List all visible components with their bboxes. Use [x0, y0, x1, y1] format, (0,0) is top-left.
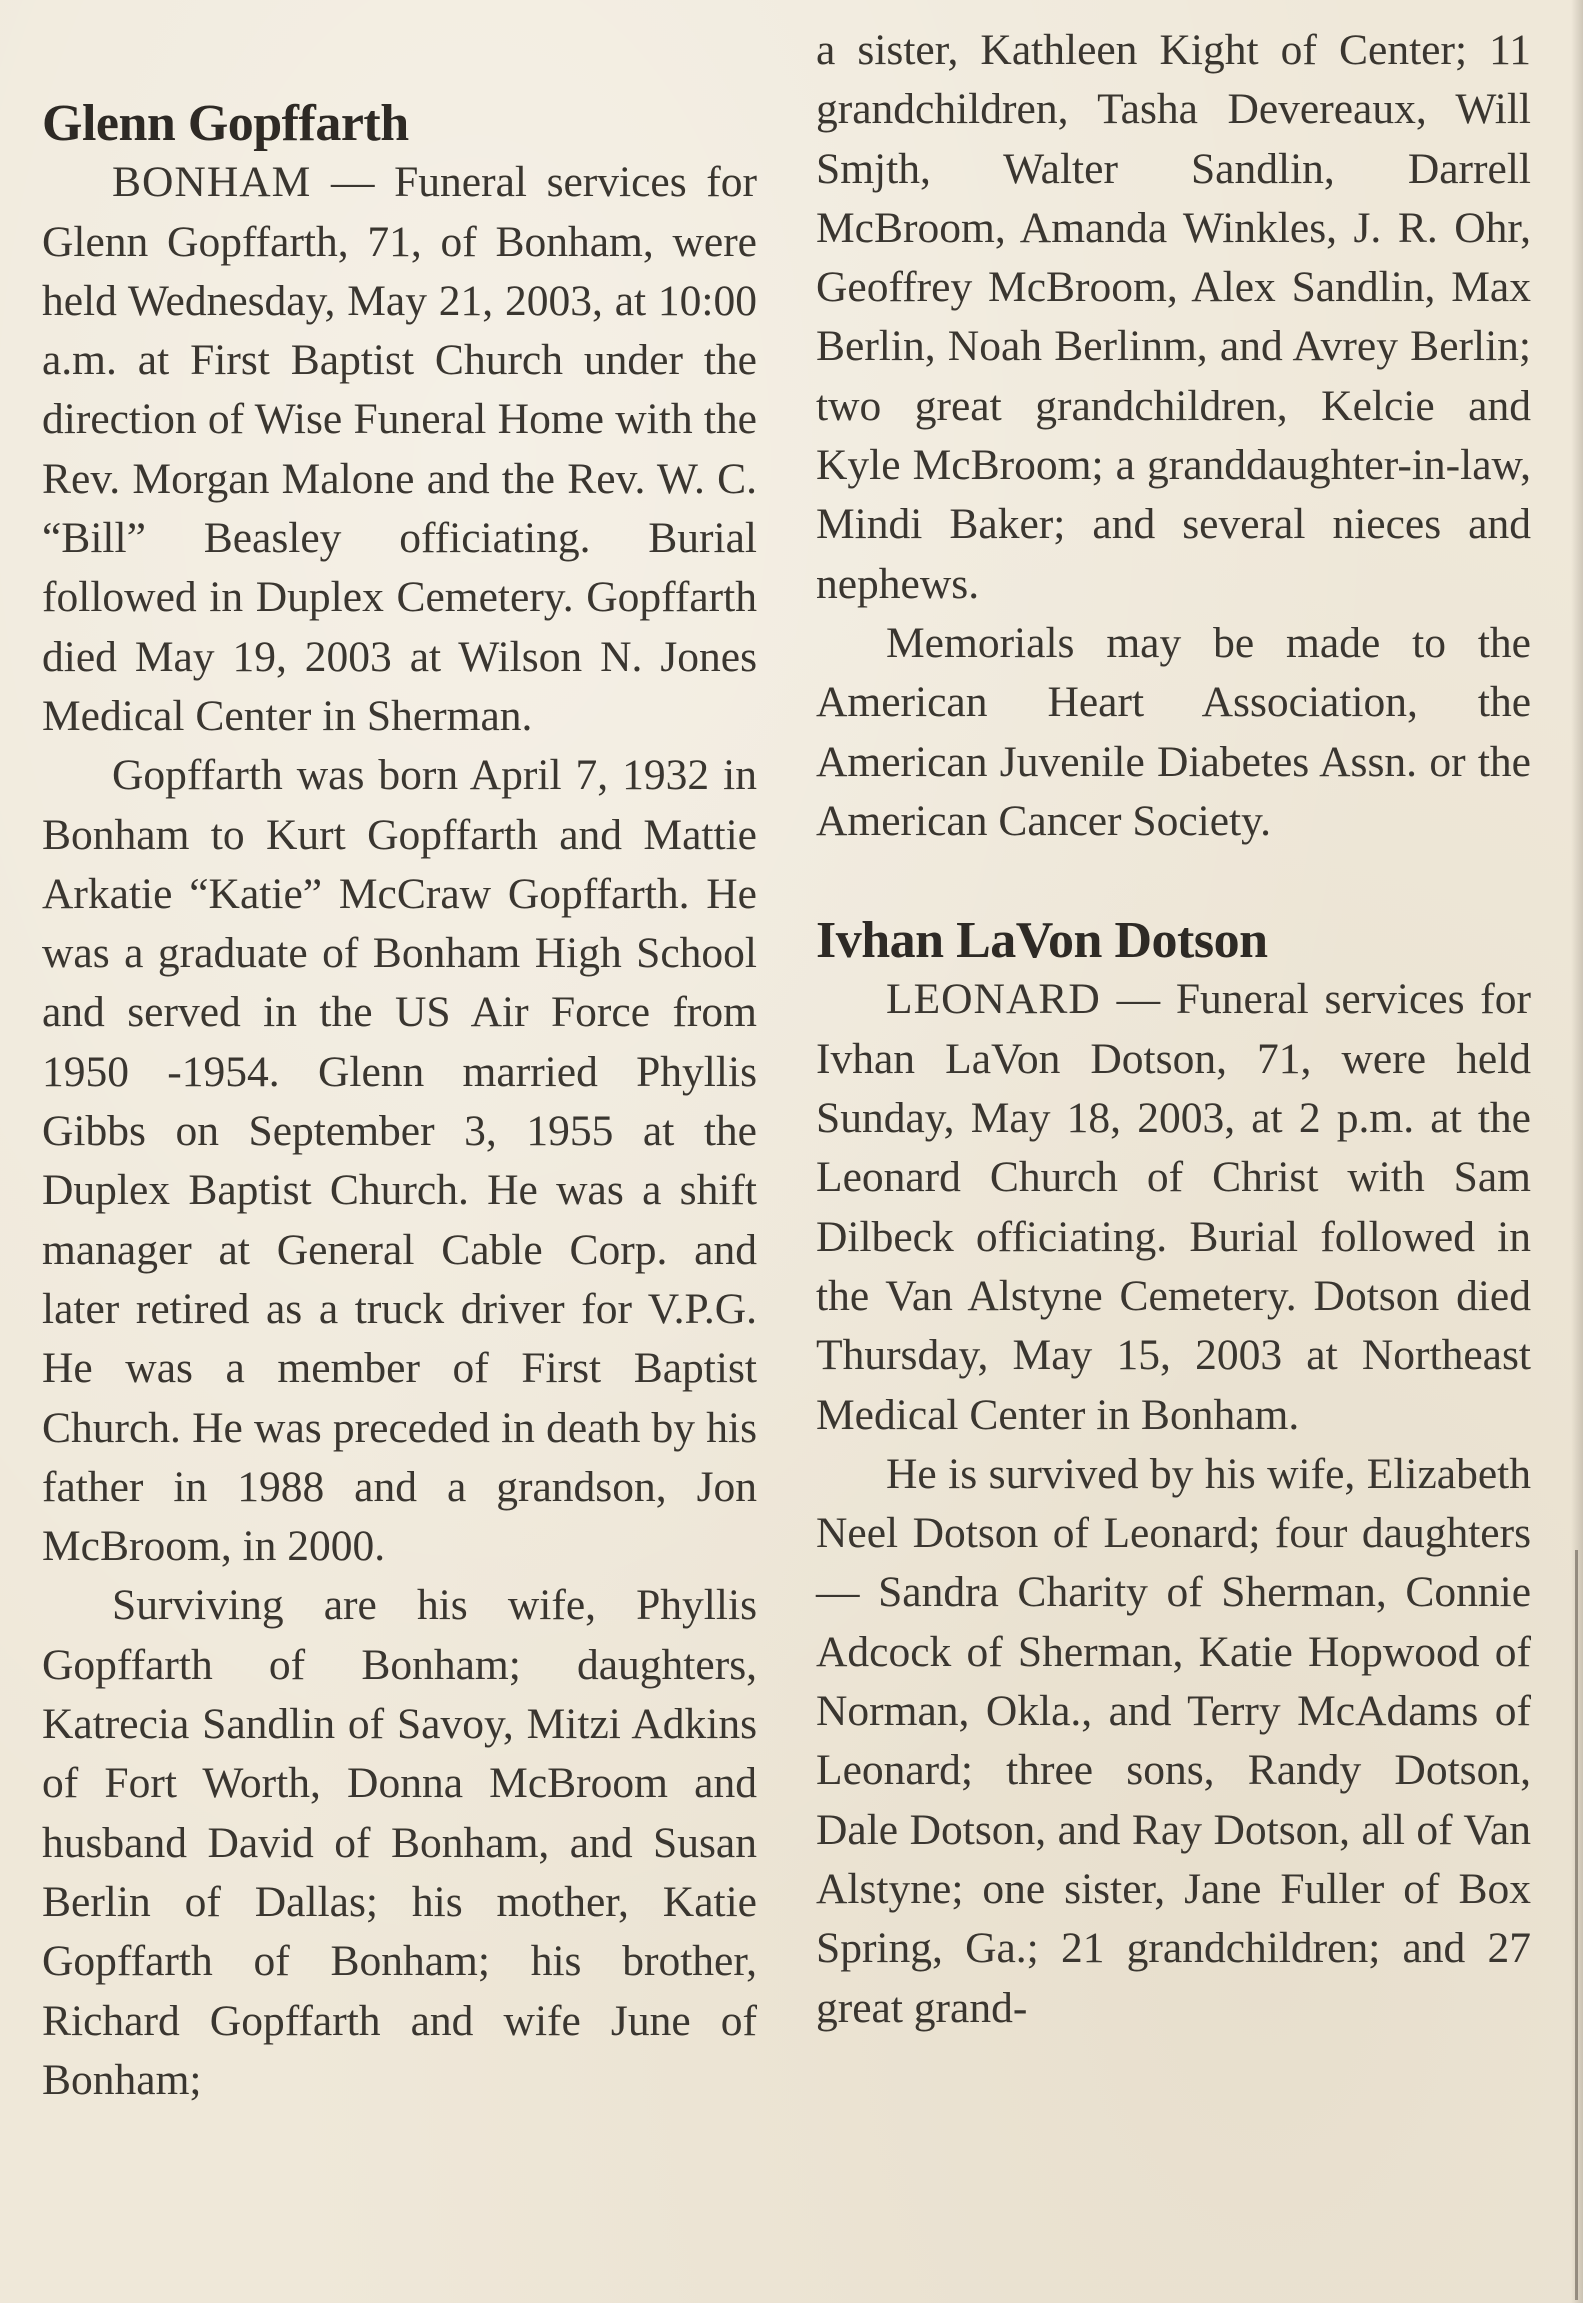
obituary-paragraph: Surviving are his wife, Phyllis Gopffarth of Bonham; daughters, Katrecia Sandlin of Savoy, Mitzi Adkins of Fort Worth, Donna McBroom and husband David of Bonham, and Susan Berlin of Dallas; his mother, Katie Gopffarth of Bonham; his brother, Richard Gopffarth and wife June of Bonham;: [42, 1581, 757, 2104]
dateline: BONHAM: [112, 158, 312, 207]
obituary-headline-dotson: Ivhan LaVon Dotson: [816, 912, 1268, 970]
page-edge-shadow: [1571, 0, 1583, 2303]
continued-paragraph: a sister, Kathleen Kight of Center; 11 grandchildren, Tasha Devereaux, Will Smjth, Walter Sandlin, Darrell McBroom, Amanda Winkles, J. R. Ohr, Geoffrey McBroom, Alex Sandlin, Max Berlin, Noah Berlinm, and Avrey Berlin; two great grandchildren, Kelcie and Kyle McBroom; a granddaughter-in-law, Mindi Baker; and several nieces and nephews.: [816, 26, 1531, 608]
right-column: [816, 0, 1531, 2038]
obituary-paragraph: [816, 970, 1531, 1444]
obituary-paragraph: Gopffarth was born April 7, 1932 in Bonham to Kurt Gopffarth and Mattie Arkatie “Katie” McCraw Gopffarth. He was a graduate of Bonham High School and served in the US Air Force from 1950 -1954. Glenn married Phyllis Gibbs on September 3, 1955 at the Duplex Baptist Church. He was a shift manager at General Cable Corp. and later retired as a truck driver for V.P.G. He was a member of First Baptist Church. He was preceded in death by his father in 1988 and a grandson, Jon McBroom, in 2000.: [42, 751, 757, 1571]
dateline: LEONARD: [886, 975, 1101, 1024]
obituary-headline-gopffarth: Glenn Gopffarth: [42, 95, 409, 152]
top-margin: [816, 0, 1531, 21]
top-margin: [42, 0, 757, 94]
memorials-paragraph: Memorials may be made to the American Heart Association, the American Juvenile Diabetes Assn. or the American Cancer Society.: [816, 618, 1531, 845]
left-column: [42, 0, 757, 2110]
paragraph-text: — Funeral services for Glenn Gopffarth, 71, of Bonham, were held Wednesday, May 21, 2003, at 10:00 a.m. at First Baptist Church under the direction of Wise Funeral Home with the Rev. Morgan Malone and the Rev. W. C. “Bill” Beasley officiating. Burial followed in Duplex Cemetery. Gopffarth died May 19, 2003 at Wilson N. Jones Medical Center in Sherman.: [42, 158, 757, 740]
paragraph-text: — Funeral services for Ivhan LaVon Dotson, 71, were held Sunday, May 18, 2003, at 2 p.m. at the Leonard Church of Christ with Sam Dilbeck officiating. Burial followed in the Van Alstyne Cemetery. Dotson died Thursday, May 15, 2003 at Northeast Medical Center in Bonham.: [816, 975, 1532, 1439]
obituary-paragraph: [42, 153, 757, 746]
section-gap: [816, 851, 1531, 911]
obituary-paragraph: He is survived by his wife, Elizabeth Neel Dotson of Leonard; four daughters — Sandra Charity of Sherman, Connie Adcock of Sherman, Katie Hopwood of Norman, Okla., and Terry McAdams of Leonard; three sons, Randy Dotson, Dale Dotson, and Ray Dotson, all of Van Alstyne; one sister, Jane Fuller of Box Spring, Ga.; 21 grandchildren; and 27 great grand-: [816, 1449, 1531, 2032]
